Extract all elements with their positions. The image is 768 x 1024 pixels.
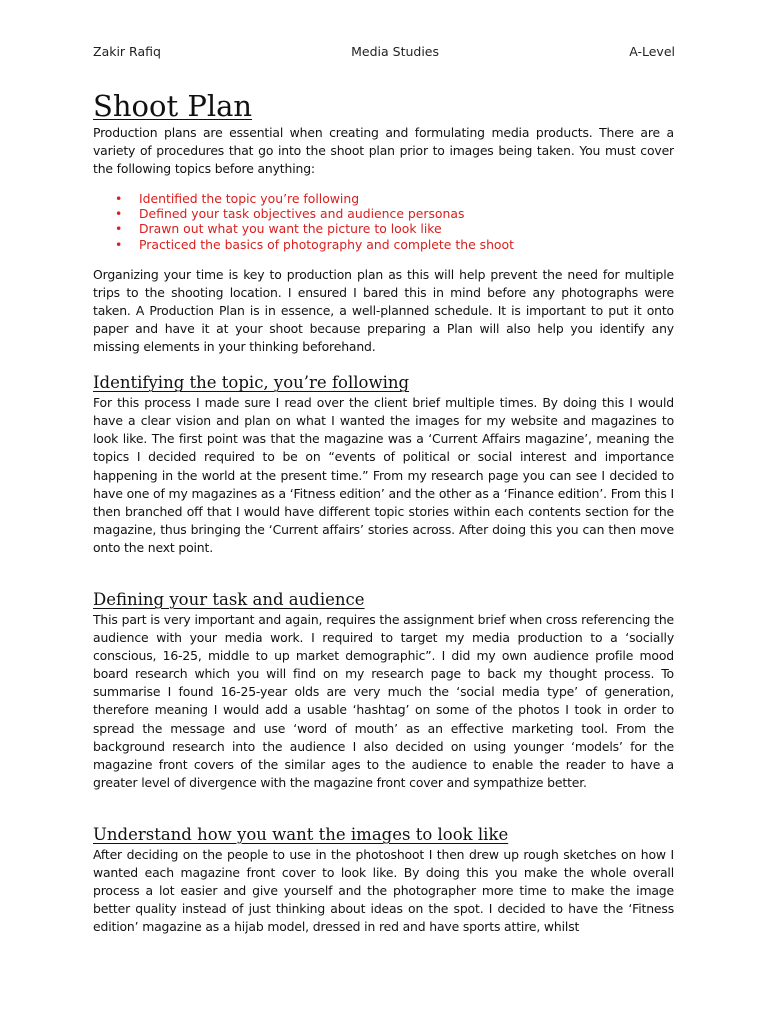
- section-body-images: After deciding on the people to use in the photoshoot I then drew up rough sketches on how I wanted each magazine front cover to look like. By doing this you make the whole overall process a lot easier and give yourself and the photographer more time to make the image better quality instead of just thinking about ideas on the spot. I decided to have the ‘Fitness edition’ magazine as a hijab model, dressed in red and have sports attire, whilst: [93, 846, 674, 935]
- section-heading-audience: Defining your task and audience: [93, 589, 365, 609]
- topics-list: [93, 191, 674, 251]
- intro-paragraph: Production plans are essential when creating and formulating media products. There are a variety of procedures that go into the shoot plan prior to images being taken. You must cover the following topics before anything:: [93, 125, 674, 177]
- header-author: Zakir Rafiq: [93, 44, 161, 59]
- spacer: [93, 356, 674, 372]
- organizing-paragraph: Organizing your time is key to production plan as this will help prevent the need for multiple trips to the shooting location. I ensured I bared this in mind before any photographs were taken. A Production Plan is in essence, a well-planned schedule. It is important to put it onto paper and have it at your shoot because preparing a Plan will also help you identify any missing elements in your thinking beforehand.: [93, 266, 674, 355]
- list-item: • Identified the topic you’re following: [139, 191, 674, 206]
- list-item: • Drawn out what you want the picture to look like: [139, 221, 674, 236]
- spacer: [93, 557, 674, 589]
- document-body: [93, 88, 674, 936]
- section-heading-topic: Identifying the topic, you’re following: [93, 373, 410, 393]
- section-heading-images: Understand how you want the images to look like: [93, 824, 509, 844]
- list-item: • Practiced the basics of photography and complete the shoot: [139, 237, 674, 252]
- spacer: [93, 792, 674, 824]
- header-level: A-Level: [629, 44, 675, 59]
- section-body-audience: This part is very important and again, requires the assignment brief when cross referencing the audience with your media work. I required to target my media production to a ‘socially conscious, 16-25, middle to up market demographic”. I did my own audience profile mood board research which you will find on my research page to back my thought process. To summarise I found 16-25-year olds are very much the ‘social media type’ of generation, therefore meaning I would add a usable ‘hashtag’ on some of the photos I took in order to spread the message and use ‘word of mouth’ as an effective marketing tool. From the background research into the audience I also decided on using younger ‘models’ for the magazine front covers of the similar ages to the audience to enable the reader to have a greater level of divergence with the magazine front cover and sympathize better.: [93, 611, 674, 790]
- header-subject: Media Studies: [351, 44, 440, 59]
- page-title: Shoot Plan: [93, 89, 253, 123]
- list-item: • Defined your task objectives and audience personas: [139, 206, 674, 221]
- page-header: [93, 44, 675, 59]
- section-body-topic: For this process I made sure I read over the client brief multiple times. By doing this I would have a clear vision and plan on what I wanted the images for my website and magazines to look like. The first point was that the magazine was a ‘Current Affairs magazine’, meaning the topics I decided required to be on “events of political or social interest and importance happening in the world at the present time.” From my research page you can see I decided to have one of my magazines as a ‘Fitness edition’ and the other as a ‘Finance edition’. From this I then branched off that I would have different topic stories within each contents section for the magazine, thus bringing the ‘Current affairs’ stories across. After doing this you can then move onto the next point.: [93, 395, 674, 555]
